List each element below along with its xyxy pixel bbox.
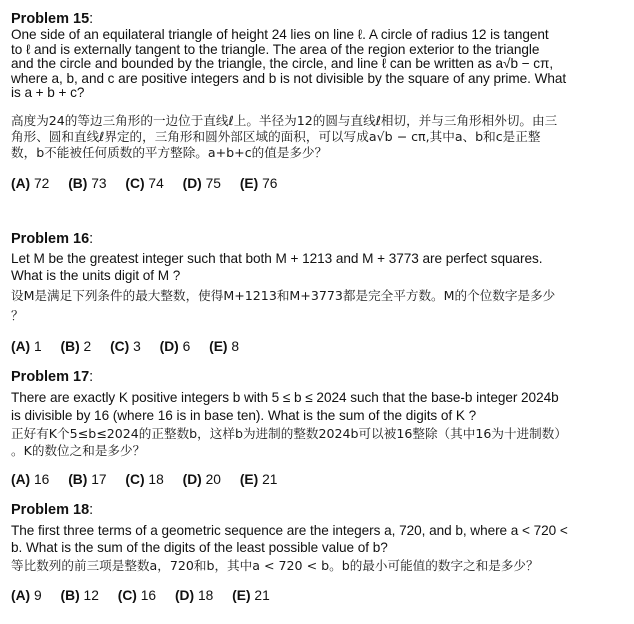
text-line: and the circle and bounded by the triangle, the circle, and line ℓ can be written as a√b − cπ, [11, 56, 554, 72]
answer-choices [11, 175, 625, 193]
text-line: is a + b + c? [11, 85, 85, 101]
answer-choices [11, 471, 625, 489]
text-line: is divisible by 16 (where 16 is in base ten). What is the sum of the digits of K ? [11, 408, 477, 423]
text-line: 数，b不能被任何质数的平方整除。a+b+c的值是多少？ [11, 144, 328, 160]
problem-title: Problem 15: [11, 11, 94, 27]
choice-e[interactable]: (E) 21 [239, 472, 278, 487]
choice-a[interactable]: (A) 9 [11, 588, 42, 603]
text-line: 。K的数位之和是多少？ [11, 443, 146, 458]
choice-d[interactable]: (D) 6 [159, 339, 191, 354]
choice-d[interactable]: (D) 20 [182, 472, 221, 487]
text-line: What is the units digit of M ? [11, 268, 181, 283]
text-line: There are exactly K positive integers b with 5 ≤ b ≤ 2024 such that the base-b integer 2024b [11, 390, 559, 405]
choice-b[interactable]: (B) 12 [60, 588, 99, 603]
answer-choices [11, 338, 625, 356]
text-line: The first three terms of a geometric sequence are the integers a, 720, and b, where a < 720 < [11, 523, 568, 538]
problem-statement-en [11, 522, 625, 556]
problem-statement-zh [11, 425, 625, 459]
problem-title: Problem 16: [11, 231, 94, 247]
text-line: 高度为24的等边三角形的一边位于直线ℓ上。半径为12的圆与直线ℓ相切，并与三角形相外切。由三 [11, 112, 558, 128]
text-line: 等比数列的前三项是整数a，720和b，其中a < 720 < b。b的最小可能值的数字之和是多少？ [11, 558, 539, 573]
choice-d[interactable]: (D) 18 [174, 588, 214, 603]
problem-16 [11, 230, 625, 356]
text-line: to ℓ and is externally tangent to the triangle. The area of the region exterior to the triangle [11, 41, 540, 57]
problem-statement-zh [11, 286, 625, 326]
choice-a[interactable]: (A) 16 [11, 472, 50, 487]
problem-17 [11, 368, 625, 489]
choice-b[interactable]: (B) 73 [68, 175, 107, 191]
problem-18 [11, 501, 625, 605]
text-line: b. What is the sum of the digits of the least possible value of b? [11, 540, 388, 555]
problem-statement-zh [11, 113, 625, 161]
problem-statement-en [11, 389, 625, 425]
choice-c[interactable]: (C) 3 [110, 339, 141, 354]
problem-title: Problem 18: [11, 502, 94, 518]
text-line: 角形、圆和直线ℓ界定的，三角形和圆外部区域的面积，可以写成a√b − cπ,其中a、b和c是正整 [11, 128, 541, 144]
problem-statement-zh [11, 557, 625, 575]
text-line: where a, b, and c are positive integers and b is not divisible by the square of any prime. What [11, 70, 567, 86]
text-line: Let M be the greatest integer such that both M + 1213 and M + 3773 are perfect squares. [11, 251, 543, 266]
choice-e[interactable]: (E) 21 [232, 588, 270, 603]
text-line: ？ [11, 308, 24, 323]
text-line: One side of an equilateral triangle of height 24 lies on line ℓ. A circle of radius 12 is tangent [11, 27, 549, 42]
answer-choices [11, 587, 625, 605]
choice-c[interactable]: (C) 18 [125, 472, 164, 487]
choice-e[interactable]: (E) 8 [209, 339, 240, 354]
choice-d[interactable]: (D) 75 [182, 175, 221, 191]
choice-a[interactable]: (A) 72 [11, 175, 50, 191]
choice-b[interactable]: (B) 2 [60, 339, 92, 354]
problem-statement-en [11, 250, 625, 284]
choice-b[interactable]: (B) 17 [68, 472, 107, 487]
choice-e[interactable]: (E) 76 [239, 175, 278, 191]
choice-c[interactable]: (C) 74 [125, 175, 164, 191]
text-line: 设M是满足下列条件的最大整数，使得M+1213和M+3773都是完全平方数。M的个位数字是多少 [11, 288, 556, 303]
text-line: 正好有K个5≤b≤2024的正整数b，这样b为进制的整数2024b可以被16整除（其中16为十进制数） [11, 426, 567, 441]
choice-c[interactable]: (C) 16 [117, 588, 157, 603]
problem-statement-en [11, 28, 625, 101]
problem-title: Problem 17: [11, 369, 94, 385]
choice-a[interactable]: (A) 1 [11, 339, 42, 354]
problem-15 [11, 10, 625, 193]
